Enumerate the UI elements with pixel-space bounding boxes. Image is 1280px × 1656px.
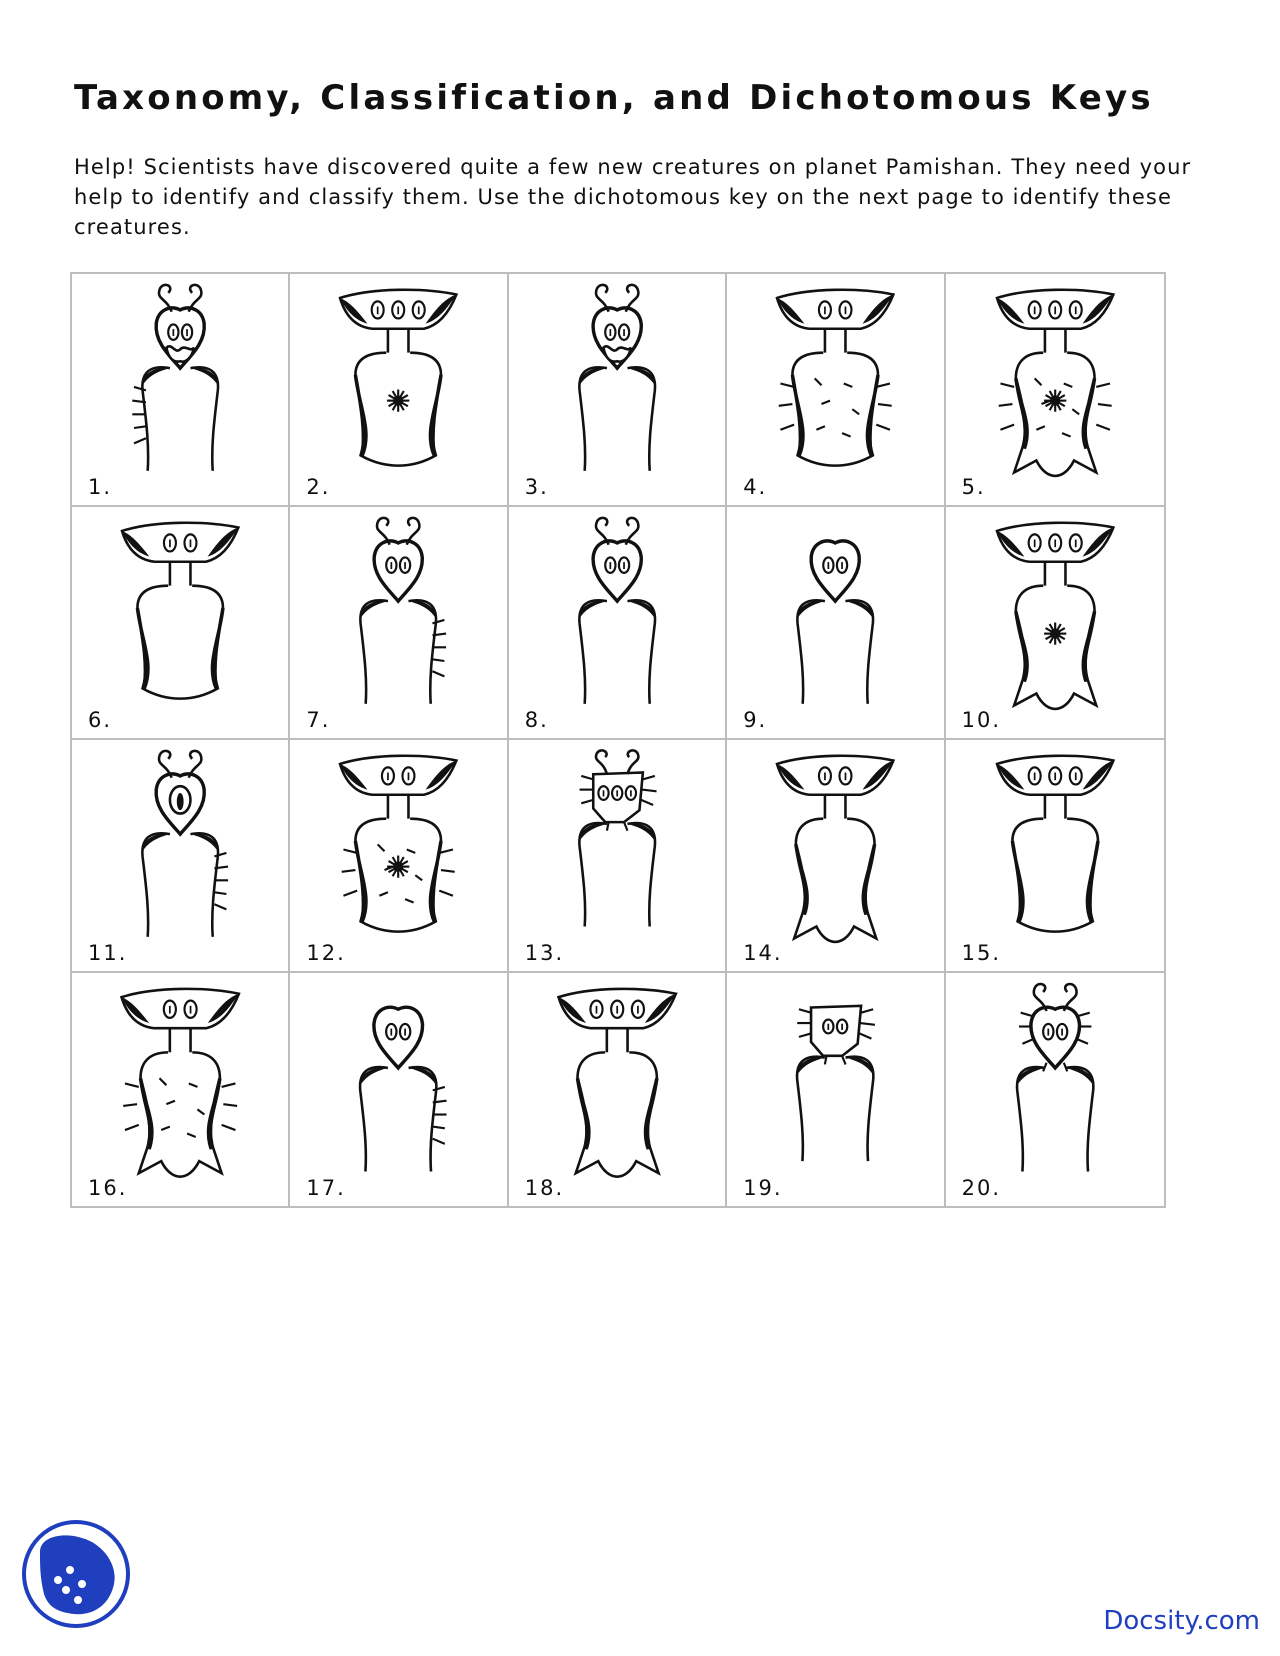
creature-9-icon: [727, 507, 943, 738]
creature-drawing: [361, 518, 447, 704]
creature-6-icon: [72, 507, 288, 738]
creature-number: 6.: [88, 708, 113, 732]
creature-number: 10.: [961, 708, 1001, 732]
creature-number: 15.: [961, 941, 1001, 965]
creature-cell: [72, 740, 290, 973]
creature-number: 18.: [524, 1176, 565, 1200]
creature-5-icon: [946, 274, 1164, 505]
creature-cell: [509, 507, 727, 740]
creature-drawing: [579, 285, 655, 471]
creature-drawing: [558, 989, 675, 1177]
creature-number: 2.: [306, 475, 331, 499]
creature-cell: [946, 274, 1164, 507]
creature-number: 5.: [961, 475, 986, 499]
creature-drawing: [122, 523, 238, 699]
creature-number: 13.: [524, 941, 565, 965]
creature-number: 11.: [88, 941, 128, 965]
creature-number: 12.: [306, 941, 346, 965]
creature-cell: [946, 507, 1164, 740]
creature-cell: [946, 973, 1164, 1206]
creature-number: 7.: [306, 708, 331, 732]
creature-drawing: [997, 756, 1113, 932]
creature-cell: [946, 740, 1164, 973]
creature-1-icon: [72, 274, 288, 505]
creature-15-icon: [946, 740, 1164, 971]
creature-drawing: [997, 523, 1113, 709]
creature-16-icon: [72, 973, 288, 1206]
creature-drawing: [360, 1007, 446, 1171]
creature-number: 4.: [743, 475, 768, 499]
creature-4-icon: [727, 274, 943, 505]
creature-number: 1.: [88, 475, 113, 499]
creature-cell: [727, 740, 945, 973]
creature-cell: [290, 274, 508, 507]
creature-3-icon: [509, 274, 725, 505]
creature-17-icon: [290, 973, 506, 1206]
creature-number: 19.: [743, 1176, 783, 1200]
creature-number: 8.: [524, 708, 549, 732]
creature-drawing: [1017, 984, 1093, 1171]
creature-cell: [509, 973, 727, 1206]
creature-number: 17.: [306, 1176, 346, 1200]
creature-7-icon: [290, 507, 506, 738]
creature-13-icon: [509, 740, 725, 971]
creature-drawing: [122, 989, 239, 1177]
creature-10-icon: [946, 507, 1164, 738]
intro-paragraph: Help! Scientists have discovered quite a few new creatures on planet Pamishan. They need your help to identify and classify them. Use the dichotomous key on the next page to identify these creatures.: [74, 155, 1192, 239]
creature-drawing: [798, 541, 874, 704]
creature-drawing: [142, 751, 228, 937]
creature-cell: [509, 740, 727, 973]
creature-number: 9.: [743, 708, 768, 732]
creature-8-icon: [509, 507, 725, 738]
creature-18-icon: [509, 973, 725, 1206]
creature-cell: [290, 507, 508, 740]
creature-drawing: [340, 290, 456, 466]
creature-cell: [72, 507, 290, 740]
creature-20-icon: [946, 973, 1164, 1206]
creature-number: 20.: [961, 1176, 1001, 1200]
creature-number: 3.: [524, 475, 549, 499]
creature-cell: [727, 973, 945, 1206]
creature-2-icon: [290, 274, 506, 505]
creature-drawing: [579, 518, 655, 704]
creature-cell: [727, 507, 945, 740]
creature-19-icon: [727, 973, 943, 1206]
creature-number: 16.: [88, 1176, 128, 1200]
creature-14-icon: [727, 740, 943, 971]
creature-cell: [72, 274, 290, 507]
creature-12-icon: [290, 740, 506, 971]
creature-drawing: [340, 756, 456, 932]
creature-grid: [70, 272, 1166, 1208]
page-title: Taxonomy, Classification, and Dichotomous Keys: [74, 78, 1154, 118]
creature-drawing: [579, 750, 656, 926]
docsity-logo-icon: [20, 1518, 132, 1630]
creature-cell: [509, 274, 727, 507]
creature-drawing: [797, 1006, 875, 1161]
creature-drawing: [132, 285, 218, 471]
creature-cell: [290, 973, 508, 1206]
creature-number: 14.: [743, 941, 783, 965]
creature-drawing: [777, 756, 893, 942]
creature-11-icon: [72, 740, 288, 971]
creature-drawing: [777, 290, 893, 466]
docsity-link[interactable]: Docsity.com: [1103, 1606, 1260, 1636]
creature-cell: [727, 274, 945, 507]
creature-cell: [290, 740, 508, 973]
creature-drawing: [997, 290, 1113, 476]
creature-cell: [72, 973, 290, 1206]
